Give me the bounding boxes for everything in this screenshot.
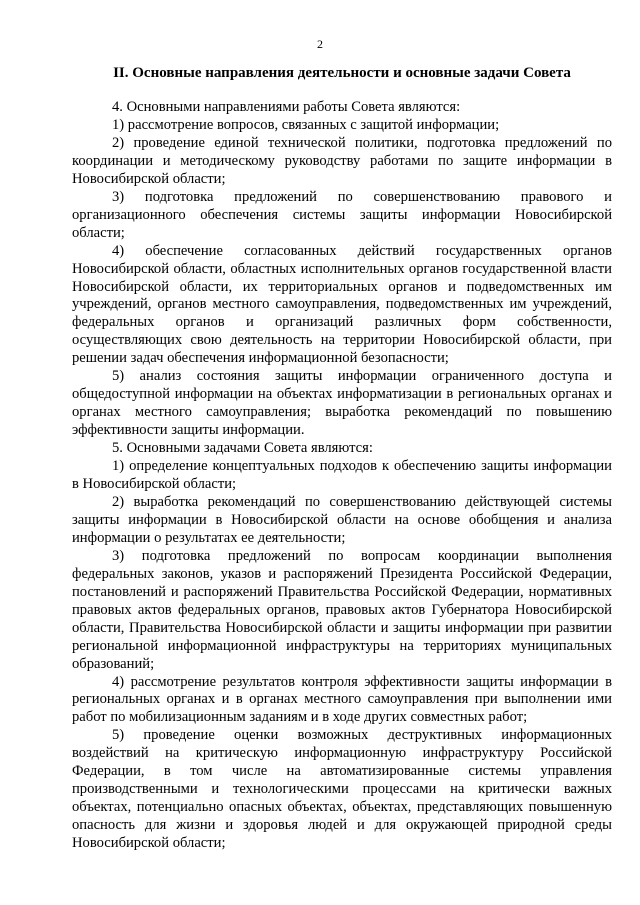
paragraph-direction-4: 4) обеспечение согласованных действий государственных органов Новосибирской области, областных исполнительных органов государственной власти Новосибирской области, их территориальных органов и подведомственных им учреждений, органов местного самоуправления, подведомственных им учреждений, федеральных органов и организаций различных форм собственности, осуществляющих свою деятельность на территории Новосибирской области, при решении задач обеспечения информационной безопасности; — [72, 242, 612, 367]
paragraph-tasks-intro: 5. Основными задачами Совета являются: — [112, 440, 373, 457]
paragraph-direction-3: 3) подготовка предложений по совершенствованию правового и организационного обеспечения системы защиты информации Новосибирской области; — [72, 188, 612, 241]
paragraph-direction-1: 1) рассмотрение вопросов, связанных с защитой информации; — [112, 116, 500, 133]
paragraph-task-5: 5) проведение оценки возможных деструктивных информационных воздействий на критическую информационную инфраструктуру Российской Федерации, в том числе на автоматизированные системы управления производственными и технологическими процессами на критически важных объектах, потенциально опасных объектах, объектах, представляющих повышенную опасность для жизни и здоровья людей и для окружающей природной среды Новосибирской области; — [72, 727, 612, 852]
paragraph-direction-5: 5) анализ состояния защиты информации ограниченного доступа и общедоступной информации на объектах информатизации в региональных органах и органах местного самоуправления; выработка рекомендаций по повышению эффективности защиты информации. — [72, 368, 612, 439]
paragraph-task-4: 4) рассмотрение результатов контроля эффективности защиты информации в региональных органах и в органах местного самоуправления при выполнении ими работ по мобилизационным заданиям и в ходе других совместных работ; — [72, 673, 612, 726]
paragraph-task-2: 2) выработка рекомендаций по совершенствованию действующей системы защиты информации в Новосибирской области на основе обобщения и анализа информации о результатах ее деятельности; — [72, 493, 612, 546]
paragraph-task-3: 3) подготовка предложений по вопросам координации выполнения федеральных законов, указов и распоряжений Президента Российской Федерации, постановлений и распоряжений Правительства Российской Федерации, нормативных правовых актов федеральных органов, правовых актов Губернатора Новосибирской области, Правительства Новосибирской области и защиты информации при развитии региональной информационной инфраструктуры на территориях муниципальных образований; — [72, 547, 612, 672]
paragraph-directions-intro: 4. Основными направлениями работы Совета являются: — [112, 99, 461, 115]
section-heading: II. Основные направления деятельности и основные задачи Совета — [113, 65, 571, 81]
paragraph-direction-2: 2) проведение единой технической политики, подготовка предложений по координации и методическому руководству работами по защите информации в Новосибирской области; — [72, 134, 612, 187]
paragraph-task-1: 1) определение концептуальных подходов к обеспечению защиты информации в Новосибирской области; — [72, 458, 612, 493]
document-body — [72, 99, 612, 853]
page-number: 2 — [317, 37, 323, 51]
